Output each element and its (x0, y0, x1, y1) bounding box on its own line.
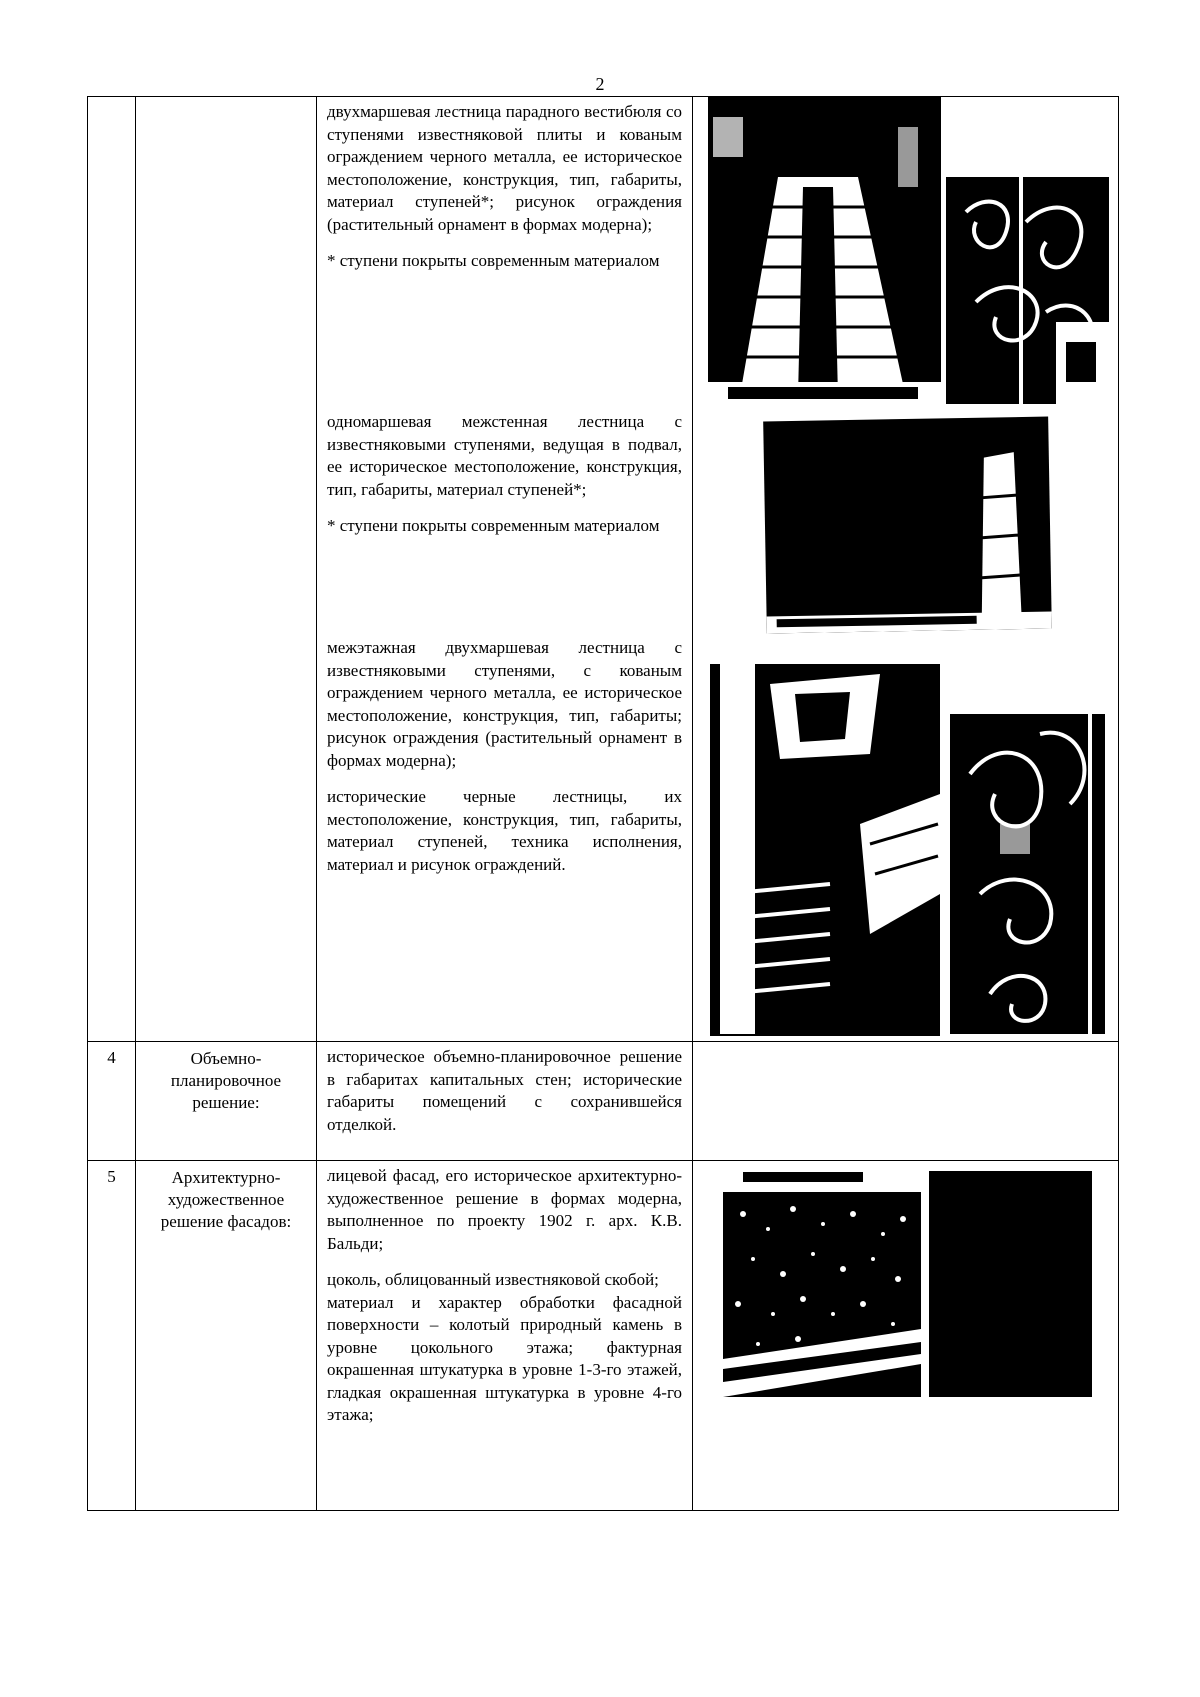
description-text: межэтажная двухмаршевая лестница с известняковыми ступенями, с кованым ограждением черного металла, ее историческое местоположение, конструкция, тип, габариты; рисунок ограждения (растительный орнамент в формах модерна); (327, 638, 682, 770)
photo-interfloor-staircase (710, 644, 940, 1036)
row-description (317, 1161, 693, 1511)
block-basement-staircase (327, 411, 682, 637)
description-text: исторические черные лестницы, их местоположение, конструкция, тип, габариты, материал ступеней, техника исполнения, материал и рисунок ограждений. (327, 787, 682, 874)
description-text: материал и характер обработки фасадной поверхности – колотый природный камень в уровне цокольного этажа; фактурная окрашенная штукатурка в уровне 1-3-го этажей, гладкая окрашенная штукатурка в уровне 4-го этажа; (327, 1292, 682, 1424)
row-description (317, 1042, 693, 1161)
photo-railing-ornament (950, 694, 1105, 1034)
row-name (136, 97, 317, 1042)
row-description (317, 97, 693, 1042)
row-name: Объемно-планировочное решение: (136, 1042, 317, 1161)
photo-cell (693, 97, 1119, 1042)
photo-main-staircase (708, 97, 941, 407)
photo-facade-plinth (723, 1164, 921, 1397)
photo-cell (693, 1042, 1119, 1161)
row-number: 5 (88, 1161, 136, 1511)
footnote-text: * ступени покрыты современным материалом (327, 251, 660, 270)
photo-railing-detail (946, 152, 1109, 404)
block-interfloor-staircase (327, 637, 682, 876)
table-row-5 (88, 1161, 1119, 1511)
description-text: лицевой фасад, его историческое архитектурно-художественное решение в формах модерна, выполненное по проекту 1902 г. арх. К.В. Бальди; (327, 1166, 682, 1253)
row-number: 4 (88, 1042, 136, 1161)
monument-subject-table (87, 96, 1119, 1511)
photo-cell (693, 1161, 1119, 1511)
block-main-staircase (327, 101, 682, 411)
row-number (88, 97, 136, 1042)
description-text: цоколь, облицованный известняковой скобой; (327, 1270, 659, 1289)
table-row-stairs (88, 97, 1119, 1042)
page-number: 2 (595, 74, 605, 94)
description-text: историческое объемно-планировочное решение в габаритах капитальных стен; исторические габариты помещений с сохранившейся отделкой. (327, 1047, 682, 1134)
footnote-text: * ступени покрыты современным материалом (327, 516, 660, 535)
photo-facade-dark (929, 1171, 1092, 1397)
description-text: двухмаршевая лестница парадного вестибюля со ступенями известняковой плиты и кованым ограждением черного металла, ее историческое местоположение, конструкция, тип, габариты, материал ступеней*; рисунок ограждения (растительный орнамент в формах модерна); (327, 102, 682, 234)
row-name: Архитектурно-художественное решение фасадов: (136, 1161, 317, 1511)
table-row-4 (88, 1042, 1119, 1161)
description-text: одномаршевая межстенная лестница с известняковыми ступенями, ведущая в подвал, ее историческое местоположение, конструкция, тип, габариты, материал ступеней*; (327, 412, 682, 499)
photo-basement-staircase (763, 417, 1052, 634)
